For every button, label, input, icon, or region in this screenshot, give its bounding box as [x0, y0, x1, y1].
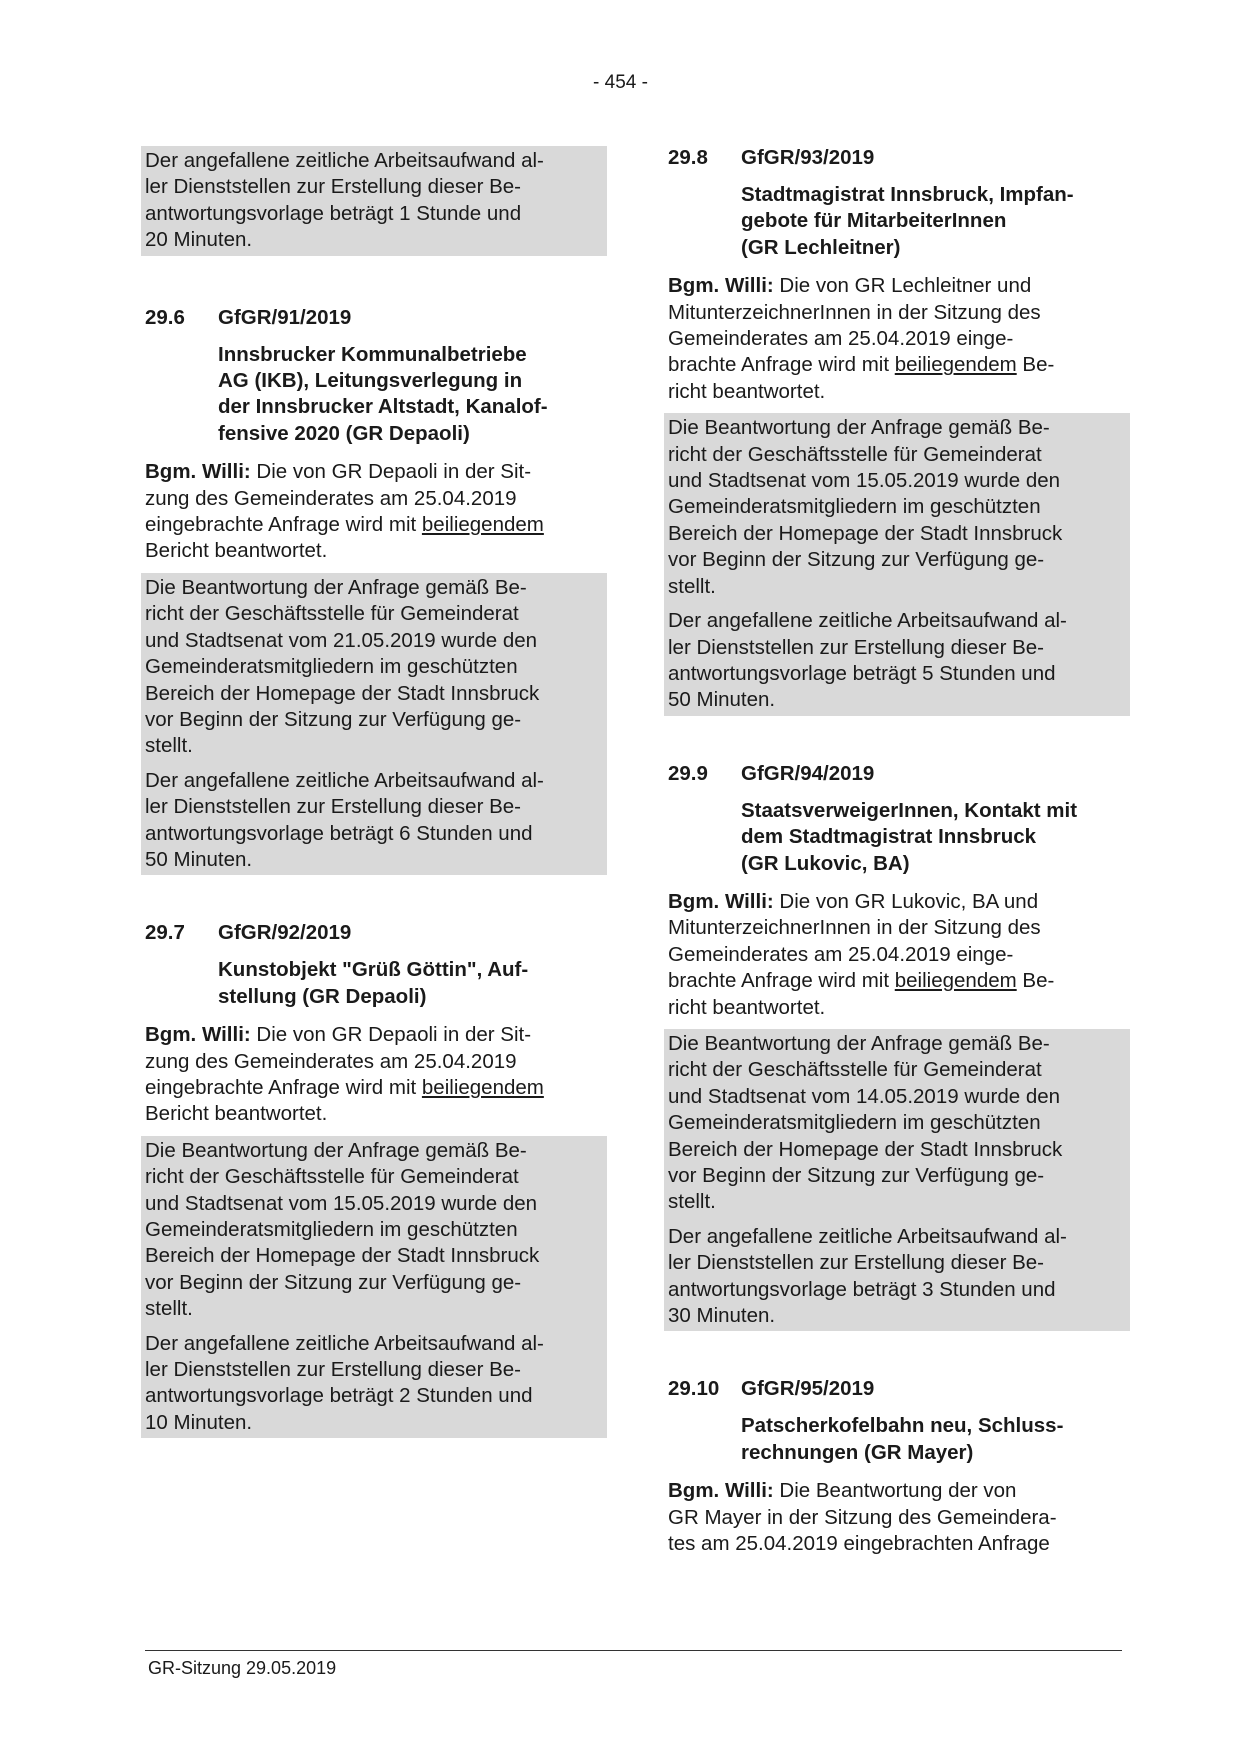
text-fragment: brachte Anfrage wird mit [668, 969, 895, 993]
speaker-label: Bgm. Willi: [668, 889, 774, 913]
attachment-link[interactable]: beiliegendem [421, 1075, 544, 1099]
text-line: Bereich der Homepage der Stadt Innsbruck [145, 1244, 540, 1268]
answer-note-box [664, 1029, 1130, 1331]
text-line: Gemeinderatsmitgliedern im geschützten [145, 655, 518, 679]
text-line: und Stadtsenat vom 21.05.2019 wurde den [145, 628, 538, 652]
answer-paragraph [145, 575, 603, 760]
attachment-link[interactable]: beiliegendem [421, 513, 544, 537]
text-line: Der angefallene zeitliche Arbeitsaufwand al- [668, 1224, 1067, 1248]
text-line: Die Beantwortung der Anfrage gemäß Be- [668, 1031, 1050, 1055]
text-line: ler Dienststellen zur Erstellung dieser Be- [668, 635, 1044, 659]
title-line: rechnungen (GR Mayer) [741, 1440, 974, 1464]
speaker-label: Bgm. Willi: [145, 460, 251, 484]
section-code: GfGR/92/2019 [218, 921, 352, 945]
text-line: antwortungsvorlage beträgt 1 Stunde und [145, 201, 522, 225]
title-line: gebote für MitarbeiterInnen [741, 209, 1007, 233]
text-line: richt beantwortet. [668, 995, 826, 1019]
text-line: 50 Minuten. [668, 688, 776, 712]
text-line: Der angefallene zeitliche Arbeitsaufwand al- [145, 1331, 544, 1355]
answer-note-box [141, 573, 607, 875]
text-line: Die Beantwortung der Anfrage gemäß Be- [145, 1138, 527, 1162]
title-line: der Innsbrucker Altstadt, Kanalof- [218, 395, 548, 419]
footer-text: GR-Sitzung 29.05.2019 [148, 1658, 337, 1678]
text-fragment: Be- [1016, 969, 1055, 993]
statement-paragraph [668, 889, 1126, 1021]
title-line: Innsbrucker Kommunalbetriebe [218, 342, 527, 366]
section-title [218, 342, 603, 448]
answer-note-box [664, 413, 1130, 715]
text-line: Bereich der Homepage der Stadt Innsbruck [668, 521, 1063, 545]
section-title [741, 1413, 1126, 1466]
right-column [668, 146, 1126, 1565]
text-line: Bericht beantwortet. [145, 539, 328, 563]
text-line: richt beantwortet. [668, 379, 826, 403]
text-line: Der angefallene zeitliche Arbeitsaufwand al- [145, 768, 544, 792]
section-heading-29-7 [145, 921, 603, 945]
title-line: stellung (GR Depaoli) [218, 984, 427, 1008]
text-line: und Stadtsenat vom 15.05.2019 wurde den [145, 1191, 538, 1215]
text-line: stellt. [145, 1297, 193, 1321]
statement-paragraph [145, 459, 603, 565]
text-line: und Stadtsenat vom 14.05.2019 wurde den [668, 1084, 1061, 1108]
title-line: AG (IKB), Leitungsverlegung in [218, 369, 523, 393]
effort-paragraph [668, 608, 1126, 714]
text-line: antwortungsvorlage beträgt 6 Stunden und [145, 821, 533, 845]
text-line: zung des Gemeinderates am 25.04.2019 [145, 1049, 517, 1073]
section-heading-29-9 [668, 762, 1126, 786]
statement-paragraph [668, 273, 1126, 405]
attachment-link[interactable]: beiliegendem [894, 969, 1017, 993]
title-line: Patscherkofelbahn neu, Schluss- [741, 1414, 1064, 1438]
effort-paragraph [145, 1331, 603, 1437]
title-line: (GR Lechleitner) [741, 235, 901, 259]
section-heading-29-8 [668, 146, 1126, 170]
text-line: richt der Geschäftsstelle für Gemeinderat [145, 602, 519, 626]
text-line: stellt. [668, 1190, 716, 1214]
answer-paragraph [668, 415, 1126, 600]
attachment-link[interactable]: beiliegendem [894, 353, 1017, 377]
speaker-label: Bgm. Willi: [668, 274, 774, 298]
text-line: Bereich der Homepage der Stadt Innsbruck [668, 1137, 1063, 1161]
section-code: GfGR/94/2019 [741, 761, 875, 785]
text-fragment: Die von GR Depaoli in der Sit- [250, 1023, 532, 1047]
text-line: ler Dienststellen zur Erstellung dieser Be- [145, 175, 521, 199]
text-line: MitunterzeichnerInnen in der Sitzung des [668, 916, 1041, 940]
text-line: vor Beginn der Sitzung zur Verfügung ge- [145, 707, 522, 731]
effort-note-box [141, 146, 607, 256]
left-column [145, 146, 603, 1438]
text-line: zung des Gemeinderates am 25.04.2019 [145, 486, 517, 510]
section-number: 29.9 [668, 761, 708, 785]
title-line: (GR Lukovic, BA) [741, 851, 910, 875]
text-fragment: Die von GR Lukovic, BA und [773, 889, 1039, 913]
effort-paragraph [145, 768, 603, 874]
text-line: 20 Minuten. [145, 228, 253, 252]
section-title [741, 798, 1126, 877]
section-title [218, 957, 603, 1010]
text-line: Bereich der Homepage der Stadt Innsbruck [145, 681, 540, 705]
text-line: vor Beginn der Sitzung zur Verfügung ge- [668, 1164, 1045, 1187]
section-code: GfGR/93/2019 [741, 146, 875, 169]
text-line: Gemeinderatsmitgliedern im geschützten [145, 1218, 518, 1241]
text-fragment: eingebrachte Anfrage wird mit [145, 513, 422, 537]
text-line: GR Mayer in der Sitzung des Gemeindera- [668, 1505, 1057, 1529]
text-line: Die Beantwortung der Anfrage gemäß Be- [145, 575, 527, 599]
speaker-label: Bgm. Willi: [145, 1023, 251, 1047]
statement-paragraph [145, 1022, 603, 1128]
section-title [741, 182, 1126, 261]
footer-divider [145, 1650, 1122, 1651]
title-line: dem Stadtmagistrat Innsbruck [741, 825, 1037, 849]
text-line: 10 Minuten. [145, 1410, 253, 1434]
text-line: vor Beginn der Sitzung zur Verfügung ge- [668, 548, 1045, 572]
speaker-label: Bgm. Willi: [668, 1479, 774, 1503]
text-line: antwortungsvorlage beträgt 3 Stunden und [668, 1277, 1056, 1301]
text-line: ler Dienststellen zur Erstellung dieser Be- [668, 1251, 1044, 1275]
text-line: Bericht beantwortet. [145, 1102, 328, 1126]
section-number: 29.10 [668, 1377, 720, 1401]
text-fragment: brachte Anfrage wird mit [668, 353, 895, 377]
answer-paragraph [145, 1138, 603, 1323]
title-line: Kunstobjekt "Grüß Göttin", Auf- [218, 958, 529, 982]
text-line: Der angefallene zeitliche Arbeitsaufwand al- [145, 149, 544, 172]
text-line: tes am 25.04.2019 eingebrachten Anfrage [668, 1532, 1050, 1556]
text-line: stellt. [668, 574, 716, 598]
text-line: richt der Geschäftsstelle für Gemeinderat [668, 1058, 1042, 1082]
section-code: GfGR/95/2019 [741, 1377, 875, 1401]
text-line: stellt. [145, 734, 193, 758]
text-fragment: Be- [1016, 353, 1055, 377]
section-number: 29.6 [145, 305, 185, 329]
section-code: GfGR/91/2019 [218, 305, 352, 329]
section-heading-29-10 [668, 1377, 1126, 1401]
text-fragment: eingebrachte Anfrage wird mit [145, 1075, 422, 1099]
text-line: richt der Geschäftsstelle für Gemeinderat [668, 442, 1042, 466]
text-line: richt der Geschäftsstelle für Gemeinderat [145, 1165, 519, 1189]
text-line: ler Dienststellen zur Erstellung dieser Be- [145, 1358, 521, 1382]
text-fragment: Die von GR Lechleitner und [773, 274, 1032, 298]
text-line: antwortungsvorlage beträgt 2 Stunden und [145, 1384, 533, 1408]
section-number: 29.8 [668, 146, 708, 169]
text-line: 50 Minuten. [145, 847, 253, 871]
text-line: Gemeinderatsmitgliedern im geschützten [668, 495, 1041, 519]
title-line: StaatsverweigerInnen, Kontakt mit [741, 798, 1078, 822]
text-line: Der angefallene zeitliche Arbeitsaufwand al- [668, 609, 1067, 633]
effort-paragraph [668, 1224, 1126, 1330]
section-heading-29-6 [145, 306, 603, 330]
section-number: 29.7 [145, 921, 185, 945]
text-line: antwortungsvorlage beträgt 5 Stunden und [668, 661, 1056, 685]
answer-paragraph [668, 1031, 1126, 1216]
text-line: ler Dienststellen zur Erstellung dieser Be- [145, 795, 521, 819]
statement-paragraph [668, 1478, 1126, 1557]
text-line: Gemeinderatsmitgliedern im geschützten [668, 1111, 1041, 1135]
text-line: 30 Minuten. [668, 1304, 776, 1328]
title-line: Stadtmagistrat Innsbruck, Impfan- [741, 183, 1074, 206]
text-line: MitunterzeichnerInnen in der Sitzung des [668, 300, 1041, 324]
text-line: Gemeinderates am 25.04.2019 einge- [668, 327, 1014, 351]
text-line: und Stadtsenat vom 15.05.2019 wurde den [668, 469, 1061, 493]
text-fragment: Die Beantwortung der von [773, 1479, 1017, 1503]
title-line: fensive 2020 (GR Depaoli) [218, 421, 470, 445]
text-line: vor Beginn der Sitzung zur Verfügung ge- [145, 1270, 522, 1294]
answer-note-box [141, 1136, 607, 1438]
text-fragment: Die von GR Depaoli in der Sit- [250, 460, 532, 484]
text-line: Die Beantwortung der Anfrage gemäß Be- [668, 416, 1050, 440]
page-number: - 454 - [593, 72, 648, 93]
text-line: Gemeinderates am 25.04.2019 einge- [668, 942, 1014, 966]
